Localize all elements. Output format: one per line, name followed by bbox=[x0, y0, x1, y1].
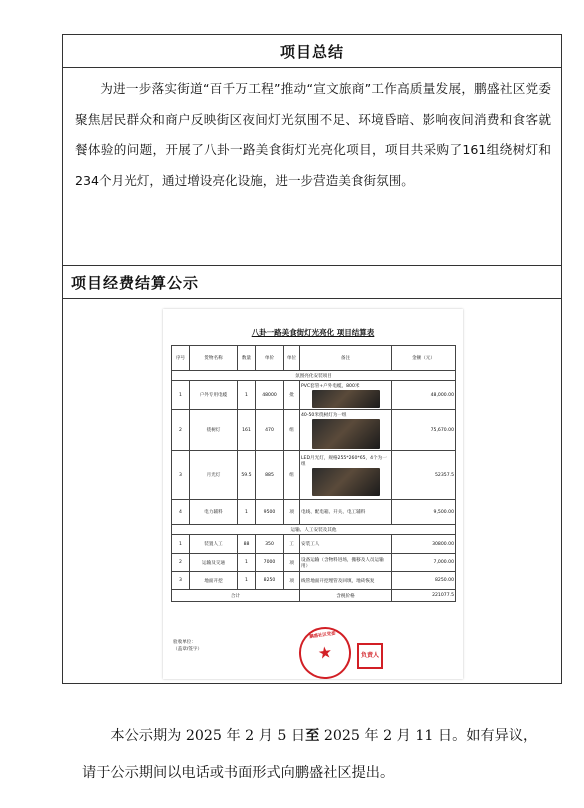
cell-note: 设备运输（含物料进场，搬移及人员运输用） bbox=[300, 554, 392, 572]
settlement-table bbox=[171, 345, 456, 602]
seal-text: 鹏盛社区党委 bbox=[309, 631, 336, 640]
cell-unit: 项 bbox=[284, 554, 300, 572]
cell-note bbox=[300, 381, 392, 410]
cell-qty: 1 bbox=[238, 381, 256, 410]
cell-note bbox=[300, 410, 392, 451]
table-row bbox=[172, 381, 456, 410]
cell-no: 2 bbox=[172, 410, 190, 451]
cell-name: 运输及交通 bbox=[190, 554, 238, 572]
table-row bbox=[172, 410, 456, 451]
total-row bbox=[172, 590, 456, 602]
note-text: LED月光灯，规格255*260*65，4个为一组 bbox=[301, 455, 387, 467]
cell-unit: 项 bbox=[284, 572, 300, 590]
cell-amount: 30800.00 bbox=[392, 535, 456, 554]
official-seal bbox=[296, 624, 355, 683]
cell-name: 户外专用电缆 bbox=[190, 381, 238, 410]
cell-note: 线管地面开挖埋管及回填，地砖恢复 bbox=[300, 572, 392, 590]
sign-label bbox=[173, 639, 202, 653]
note-text: PVC套管+户外电缆，800米 bbox=[301, 383, 360, 389]
cell-no: 3 bbox=[172, 451, 190, 500]
cell-amount: 75,670.00 bbox=[392, 410, 456, 451]
section-title: 项目总结 bbox=[63, 35, 561, 68]
cell-qty: 59.5 bbox=[238, 451, 256, 500]
notice-text bbox=[82, 718, 542, 792]
cell-name: 绕树灯 bbox=[190, 410, 238, 451]
table-row bbox=[172, 451, 456, 500]
notice-to: 至 bbox=[305, 728, 320, 744]
star-icon: ★ bbox=[316, 642, 334, 663]
total-amount: 221077.5 bbox=[392, 590, 456, 602]
header-note: 备注 bbox=[300, 346, 392, 371]
cell-unit: 组 bbox=[284, 451, 300, 500]
cell-qty: 1 bbox=[238, 572, 256, 590]
category-label: 运输、人工安装及其他 bbox=[172, 525, 456, 535]
cell-price: 7000 bbox=[256, 554, 284, 572]
cell-unit: 项 bbox=[284, 500, 300, 525]
cell-qty: 88 bbox=[238, 535, 256, 554]
total-note: 含税价格 bbox=[300, 590, 392, 602]
cell-amount: 9,500.00 bbox=[392, 500, 456, 525]
cell-note: 电线、配电箱、开关、电工辅料 bbox=[300, 500, 392, 525]
cell-no: 2 bbox=[172, 554, 190, 572]
category-row bbox=[172, 371, 456, 381]
cell-name: 月光灯 bbox=[190, 451, 238, 500]
notice-end: 2025 年 2 月 11 日。如有异议，请于公示期间以电话或书面形式向鹏盛社区提出。 bbox=[82, 728, 538, 781]
table-header-row bbox=[172, 346, 456, 371]
cell-note bbox=[300, 451, 392, 500]
cell-amount: 7,000.00 bbox=[392, 554, 456, 572]
product-photo bbox=[312, 390, 380, 408]
cell-qty: 1 bbox=[238, 500, 256, 525]
summary-paragraph: 为进一步落实街道“百千万工程”推动“宣文旅商”工作高质量发展，鹏盛社区党委聚焦居民群众和商户反映街区夜间灯光氛围不足、环境昏暗、影响夜间消费和食客就餐体验的问题，开展了八卦一路美食街灯光亮化项目，项目共采购了161组绕树灯和234个月光灯，通过增设亮化设施，进一步营造美食街氛围。 bbox=[75, 81, 551, 188]
note-text: 40-50米绕树灯为一组 bbox=[301, 412, 347, 418]
product-photo bbox=[312, 468, 380, 496]
header-qty: 数量 bbox=[238, 346, 256, 371]
category-row bbox=[172, 525, 456, 535]
cell-unit: 组 bbox=[284, 410, 300, 451]
header-price: 单价 bbox=[256, 346, 284, 371]
cell-unit: 工 bbox=[284, 535, 300, 554]
settlement-sheet bbox=[163, 309, 463, 679]
table-row bbox=[172, 535, 456, 554]
cell-name: 装置人工 bbox=[190, 535, 238, 554]
notice-start: 本公示期为 2025 年 2 月 5 日 bbox=[110, 728, 306, 744]
header-no: 序号 bbox=[172, 346, 190, 371]
header-amount: 金额（元） bbox=[392, 346, 456, 371]
cell-price: 350 bbox=[256, 535, 284, 554]
header-unit: 单位 bbox=[284, 346, 300, 371]
document-frame bbox=[62, 34, 562, 684]
table-row bbox=[172, 572, 456, 590]
cell-no: 3 bbox=[172, 572, 190, 590]
cell-qty: 1 bbox=[238, 554, 256, 572]
cell-amount: 52357.5 bbox=[392, 451, 456, 500]
sign-label-line1: 验收单位： bbox=[173, 640, 196, 645]
cell-no: 1 bbox=[172, 535, 190, 554]
table-row bbox=[172, 500, 456, 525]
cell-no: 1 bbox=[172, 381, 190, 410]
cell-price: 885 bbox=[256, 451, 284, 500]
cell-price: 9500 bbox=[256, 500, 284, 525]
cell-price: 470 bbox=[256, 410, 284, 451]
cell-unit: 批 bbox=[284, 381, 300, 410]
total-label: 合计 bbox=[172, 590, 300, 602]
cell-name: 电力辅料 bbox=[190, 500, 238, 525]
cell-price: 48000 bbox=[256, 381, 284, 410]
category-label: 氛围亮化安装项目 bbox=[172, 371, 456, 381]
cell-amount: 48,000.00 bbox=[392, 381, 456, 410]
cell-no: 4 bbox=[172, 500, 190, 525]
summary-paragraph-block bbox=[63, 68, 561, 266]
settlement-image-area bbox=[63, 299, 561, 685]
header-name: 货物名称 bbox=[190, 346, 238, 371]
name-stamp: 负责人 bbox=[357, 643, 383, 669]
finance-title: 项目经费结算公示 bbox=[63, 266, 561, 299]
settlement-title: 八卦一路美食街灯光亮化 项目结算表 bbox=[251, 328, 375, 337]
sign-label-line2: （盖章/签字） bbox=[173, 647, 203, 652]
table-row bbox=[172, 554, 456, 572]
notice-footer bbox=[82, 718, 542, 792]
cell-amount: 8250.00 bbox=[392, 572, 456, 590]
cell-name: 地面开挖 bbox=[190, 572, 238, 590]
cell-qty: 161 bbox=[238, 410, 256, 451]
cell-note: 安装工人 bbox=[300, 535, 392, 554]
cell-price: 8250 bbox=[256, 572, 284, 590]
product-photo bbox=[312, 419, 380, 449]
